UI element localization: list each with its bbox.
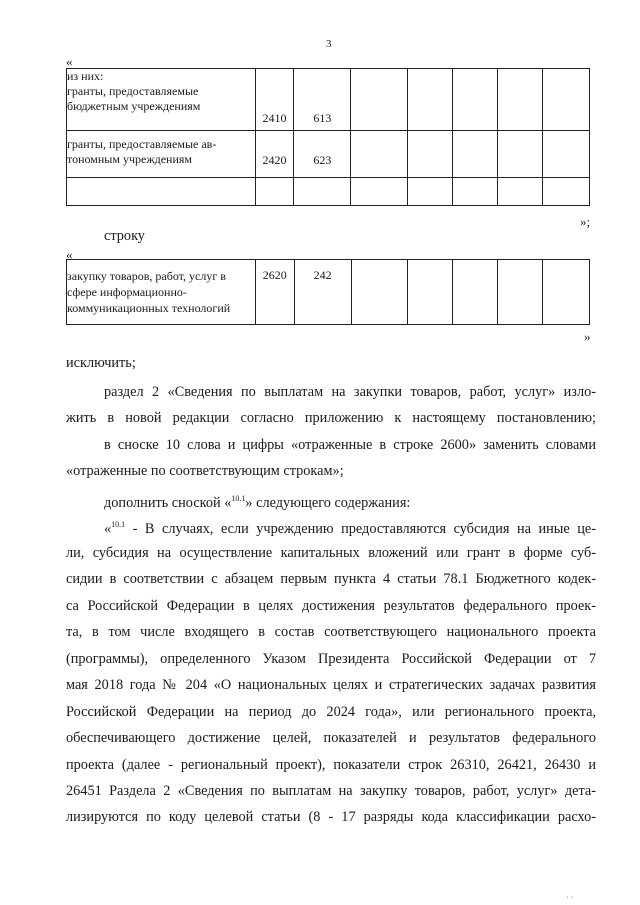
table-row [67,131,590,178]
close-quote-1: »; [580,214,591,229]
paragraph-line: са Российской Федерации в целях достижения результатов федерального проек- [66,598,596,614]
empty-cell [67,178,256,206]
row-code [255,131,294,178]
empty-cell [543,131,590,178]
empty-cell [351,131,408,178]
close-quote-2: » [584,329,591,344]
paragraph-line [104,516,596,538]
empty-cell [408,131,453,178]
name-line: сфере информационно- [67,285,187,299]
page-number: 3 [326,38,332,50]
table-row [67,260,590,325]
table-row [67,178,590,206]
paragraph-line: та, в том числе входящего в состав соответствующего национального проекта [66,624,596,640]
paragraph-line: ли, субсидия на осуществление капитальных вложений или грант в форме суб- [66,545,596,561]
table-grants [66,68,590,206]
paragraph-line: «отраженные по соответствующим строкам»; [66,463,344,479]
empty-cell [294,178,351,206]
empty-cell [543,178,590,206]
code-value: 2420 [262,153,287,167]
empty-cell [255,178,294,206]
row-name [67,260,256,325]
name-line: из них: [67,69,104,83]
name-line: коммуникационных технологий [67,301,231,315]
empty-cell [543,260,590,325]
row-name [67,131,256,178]
paragraph-line: в сноске 10 слова и цифры «отраженные в строке 2600» заменить словами [104,437,596,453]
text-part: » следующего содержания: [245,495,411,511]
paragraph-line: 26451 Раздела 2 «Сведения по выплатам на закупку товаров, работ, услуг» дета- [66,783,596,799]
footnote-superscript: 10.1 [111,520,126,529]
row-kbk [294,260,351,325]
paragraph-line: проекта (далее - региональный проект), показатели строк 26310, 26421, 26430 и [66,757,596,773]
paragraph-line: Российской Федерации на период до 2024 года», или регионального проекта, [66,704,596,720]
open-quote-2: « [66,247,73,262]
empty-cell [543,69,590,131]
empty-cell [453,178,498,206]
empty-cell [498,178,543,206]
paragraph-line: сидии в соответствии с абзацем первым пункта 4 статьи 78.1 Бюджетного кодек- [66,571,596,587]
paragraph-line: (программы), определенного Указом Президента Российской Федерации от 7 [66,651,596,667]
empty-cell [453,69,498,131]
empty-cell [408,69,453,131]
empty-cell [498,69,543,131]
name-line: закупку товаров, работ, услуг в [67,269,226,283]
corner-mark: · · [566,893,574,902]
name-line: гранты, предоставляемые ав- [67,137,217,151]
row-kbk [294,69,351,131]
line-stroku: строку [104,228,145,244]
text-part: дополнить сноской « [104,495,232,511]
name-line: тономным учреждениям [67,152,192,166]
empty-cell [453,260,498,325]
paragraph-line: мая 2018 года № 204 «О национальных целях и стратегических задачах развития [66,677,596,693]
code-value: 2410 [262,111,287,125]
empty-cell [408,178,453,206]
table-ict-procurement [66,259,590,325]
kbk-value: 623 [313,153,332,167]
kbk-value: 242 [313,268,332,282]
empty-cell [453,131,498,178]
text-part: - В случаях, если учреждению предоставляются субсидия на иные це- [125,521,596,537]
empty-cell [351,178,408,206]
empty-cell [498,260,543,325]
row-name [67,69,256,131]
paragraph-line: обеспечивающего достижение целей, показателей и результатов федерального [66,730,596,746]
footnote-superscript: 10.1 [231,494,246,503]
name-line: бюджетным учреждениям [67,99,201,113]
code-value: 2620 [262,268,287,282]
empty-cell [351,69,408,131]
open-quote-1: « [66,54,73,69]
row-code [255,69,294,131]
paragraph-line [104,490,596,512]
paragraph-line: раздел 2 «Сведения по выплатам на закупки товаров, работ, услуг» изло- [104,384,596,400]
paragraph-line: жить в новой редакции согласно приложению к настоящему постановлению; [66,410,596,426]
table-row [67,69,590,131]
paragraph-line: исключить; [66,355,136,371]
paragraph-line: лизируются по коду целевой статьи (8 - 17 разряды кода классификации расхо- [66,809,596,825]
empty-cell [498,131,543,178]
text-part: « [104,521,112,537]
kbk-value: 613 [313,111,332,125]
name-line: гранты, предоставляемые [67,84,199,98]
empty-cell [351,260,408,325]
row-kbk [294,131,351,178]
empty-cell [408,260,453,325]
row-code [255,260,294,325]
